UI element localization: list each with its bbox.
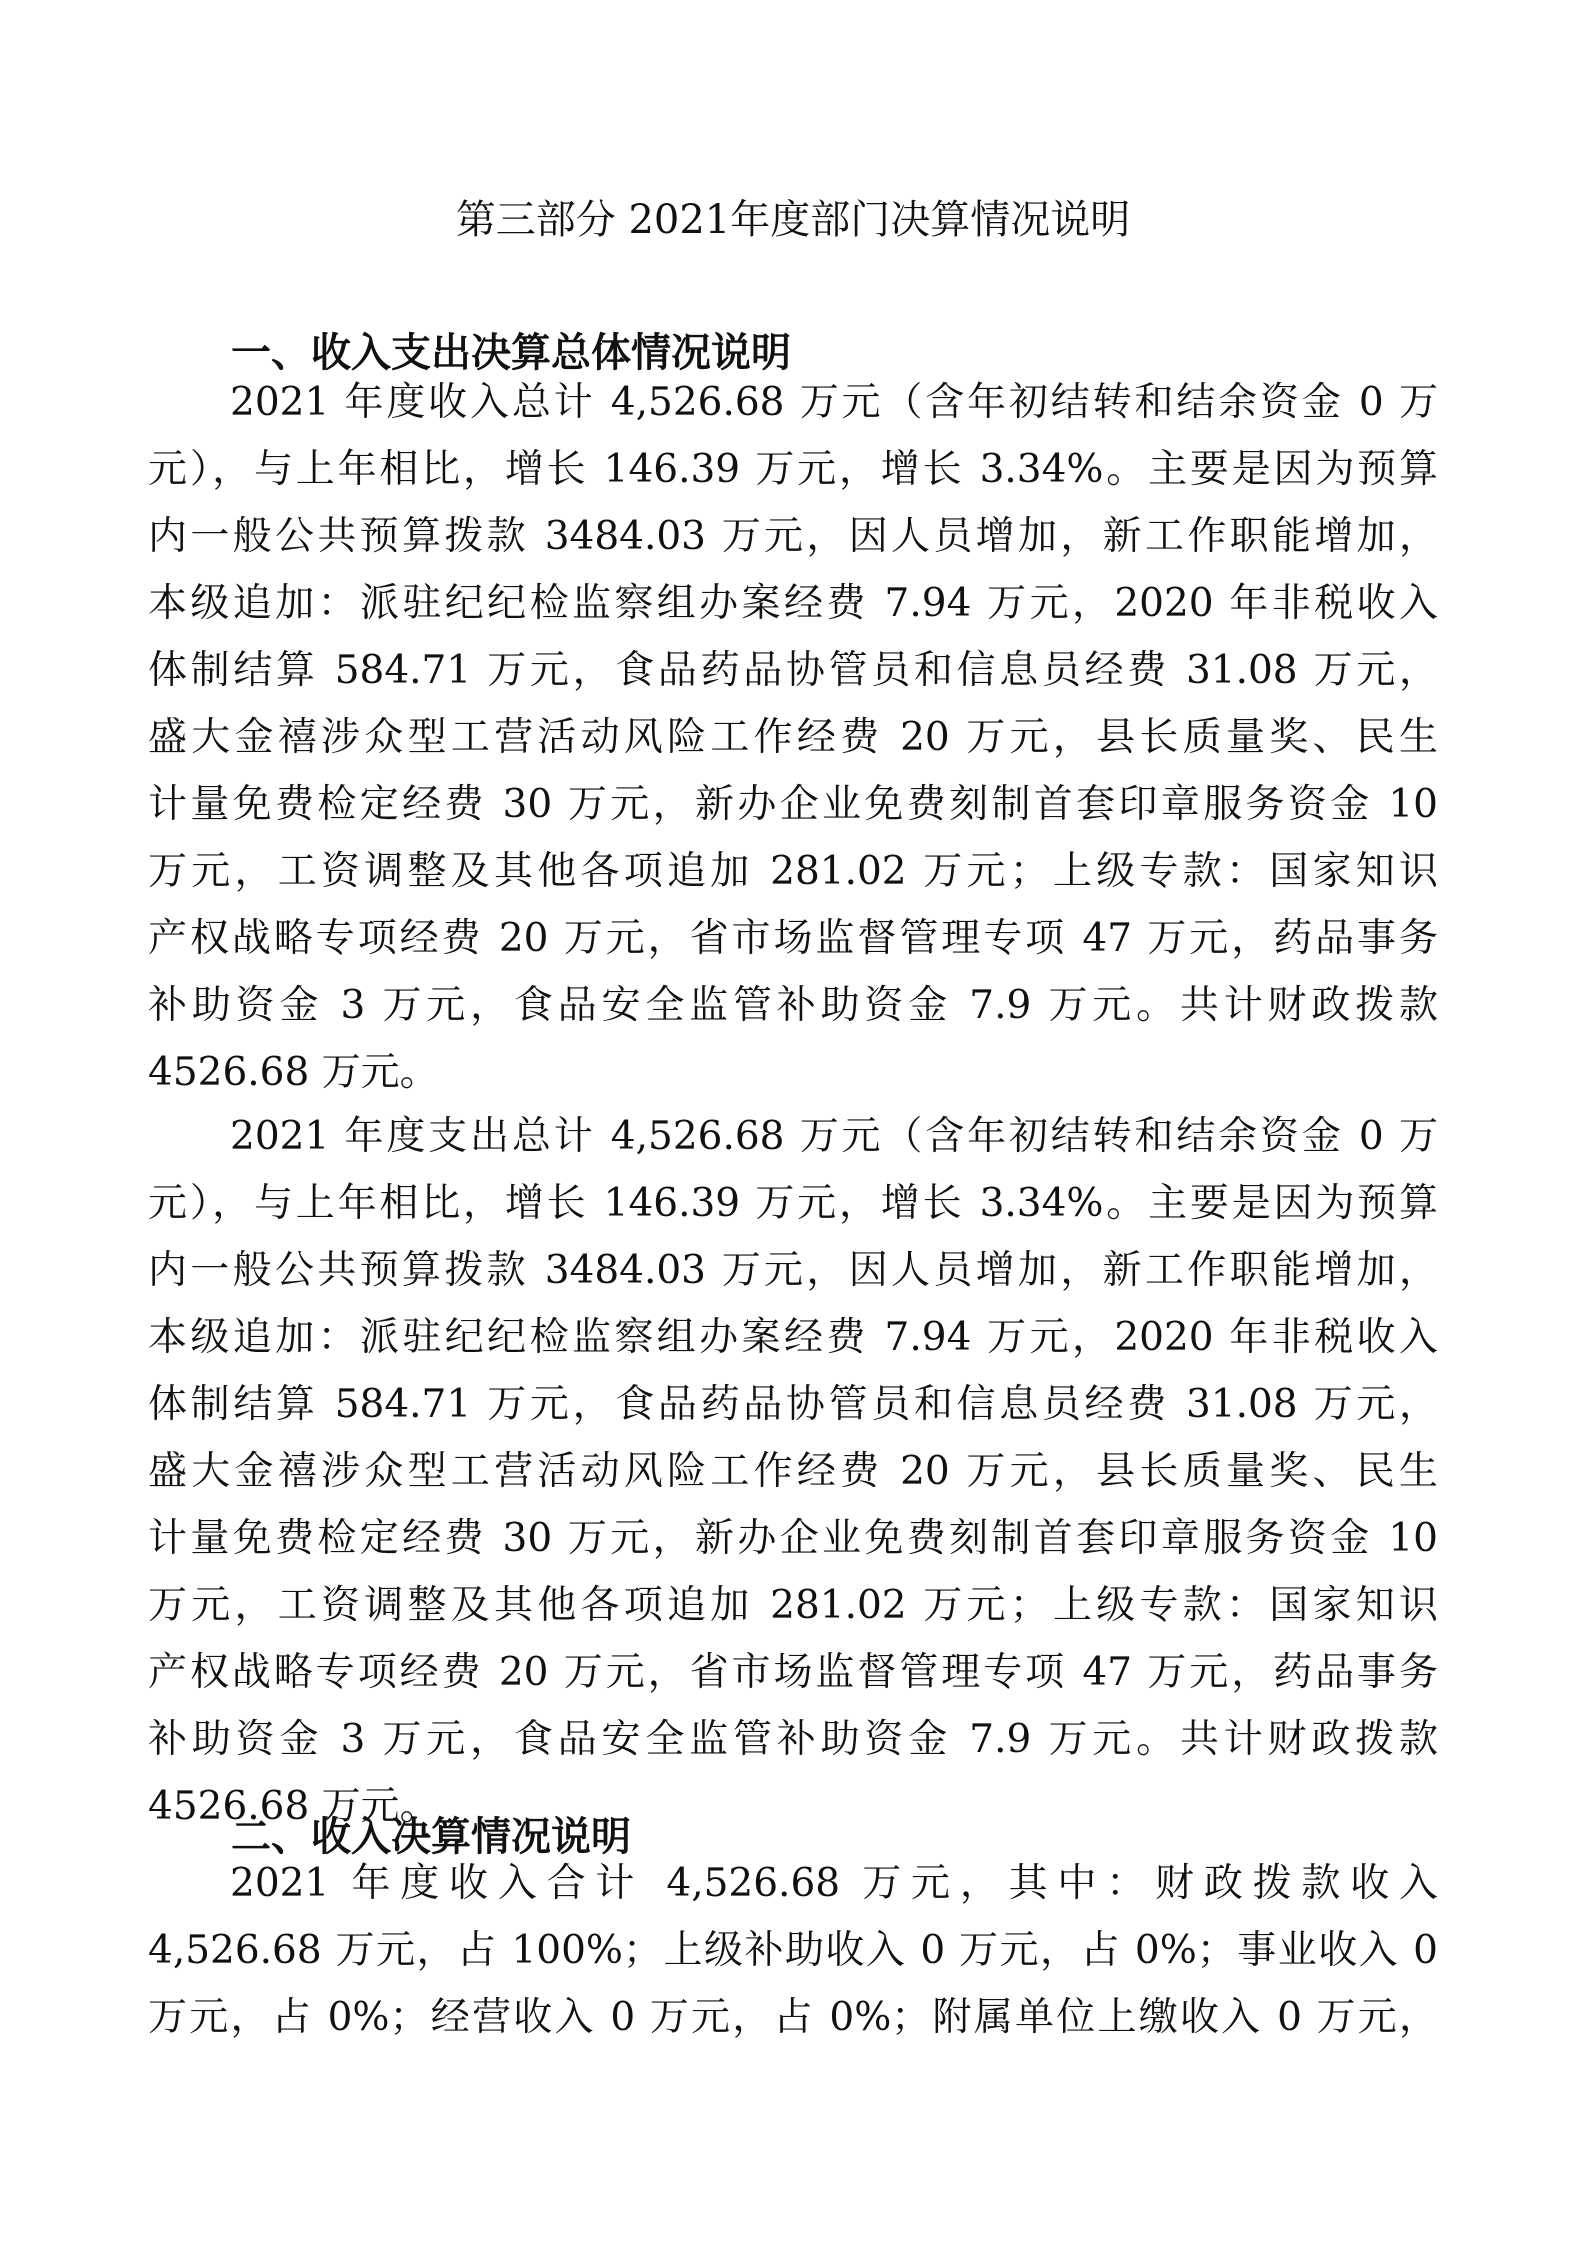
text-line: 计量免费检定经费 30 万元，新办企业免费刻制首套印章服务资金 10	[148, 1516, 1438, 1561]
text-line: 体制结算 584.71 万元，食品药品协管员和信息员经费 31.08 万元，	[148, 1382, 1438, 1427]
text-line: 4,526.68 万元，占 100%；上级补助收入 0 万元，占 0%；事业收入 0	[148, 1928, 1438, 1973]
text-line: 补助资金 3 万元，食品安全监管补助资金 7.9 万元。共计财政拨款	[148, 1717, 1438, 1762]
text-line: 补助资金 3 万元，食品安全监管补助资金 7.9 万元。共计财政拨款	[148, 983, 1438, 1028]
text-line: 2021 年度收入合计 4,526.68 万元，其中：财政拨款收入	[230, 1861, 1438, 1906]
text-line: 2021 年度收入总计 4,526.68 万元（含年初结转和结余资金 0 万	[230, 380, 1438, 425]
text-line: 本级追加：派驻纪纪检监察组办案经费 7.94 万元，2020 年非税收入	[148, 1315, 1438, 1360]
text-line: 内一般公共预算拨款 3484.03 万元，因人员增加，新工作职能增加，	[148, 514, 1438, 559]
text-line: 产权战略专项经费 20 万元，省市场监督管理专项 47 万元，药品事务	[148, 1650, 1438, 1695]
text-line: 2021 年度支出总计 4,526.68 万元（含年初结转和结余资金 0 万	[230, 1114, 1438, 1159]
text-line: 产权战略专项经费 20 万元，省市场监督管理专项 47 万元，药品事务	[148, 916, 1438, 961]
section-heading-2: 二、收入决算情况说明	[231, 1813, 631, 1860]
paragraph-income-total	[148, 369, 1438, 1106]
text-line: 元），与上年相比，增长 146.39 万元，增长 3.34%。主要是因为预算	[148, 1181, 1438, 1226]
text-line: 万元，占 0%；经营收入 0 万元，占 0%；附属单位上缴收入 0 万元，	[148, 1995, 1438, 2040]
text-line: 元），与上年相比，增长 146.39 万元，增长 3.34%。主要是因为预算	[148, 447, 1438, 492]
text-line: 内一般公共预算拨款 3484.03 万元，因人员增加，新工作职能增加，	[148, 1248, 1438, 1293]
paragraph-income-breakdown	[148, 1850, 1438, 2051]
text-line: 4526.68 万元。	[148, 1050, 439, 1095]
text-line: 4526.68 万元。	[148, 1784, 439, 1829]
text-line: 盛大金禧涉众型工营活动风险工作经费 20 万元，县长质量奖、民生	[148, 715, 1438, 760]
text-line: 体制结算 584.71 万元，食品药品协管员和信息员经费 31.08 万元，	[148, 648, 1438, 693]
text-line: 万元，工资调整及其他各项追加 281.02 万元；上级专款：国家知识	[148, 849, 1438, 894]
text-line: 计量免费检定经费 30 万元，新办企业免费刻制首套印章服务资金 10	[148, 782, 1438, 827]
paragraph-expenditure-total	[148, 1103, 1438, 1840]
text-line: 万元，工资调整及其他各项追加 281.02 万元；上级专款：国家知识	[148, 1583, 1438, 1628]
page-title: 第三部分 2021年度部门决算情况说明	[455, 197, 1131, 243]
text-line: 盛大金禧涉众型工营活动风险工作经费 20 万元，县长质量奖、民生	[148, 1449, 1438, 1494]
section-heading-1: 一、收入支出决算总体情况说明	[231, 329, 791, 376]
text-line: 本级追加：派驻纪纪检监察组办案经费 7.94 万元，2020 年非税收入	[148, 581, 1438, 626]
